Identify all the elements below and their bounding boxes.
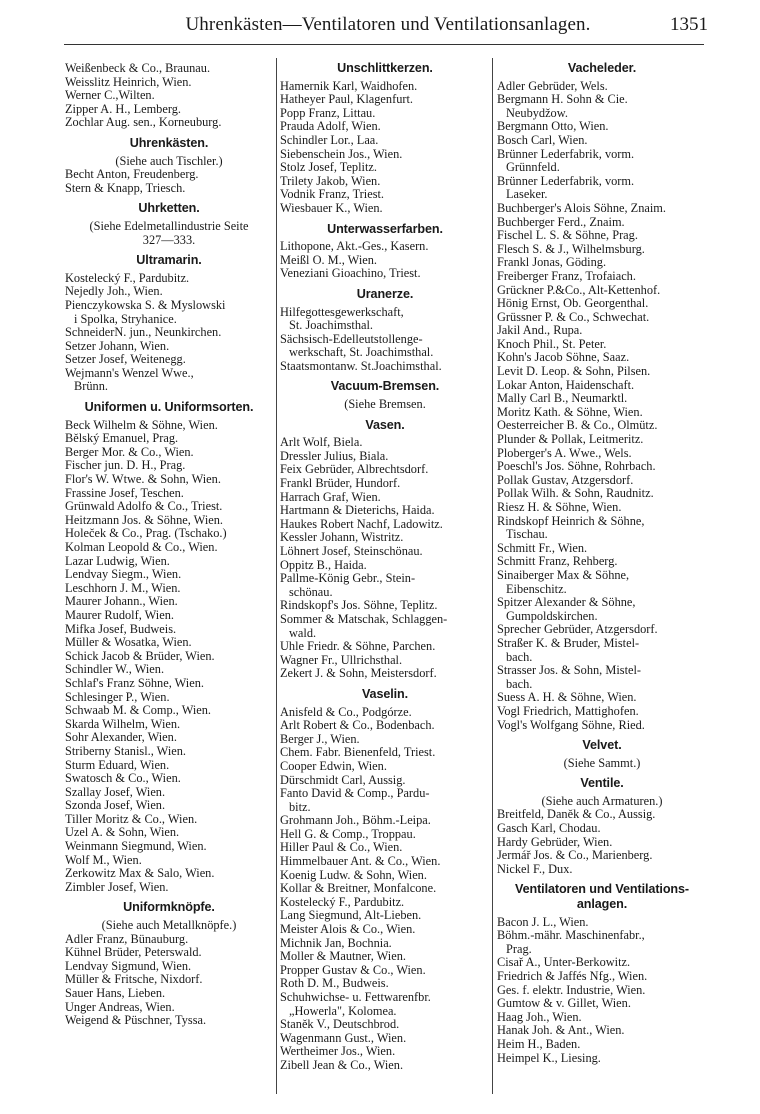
directory-entry: Meißl O. M., Wien.	[280, 252, 377, 267]
directory-entry: Schwaab M. & Comp., Wien.	[65, 703, 212, 718]
directory-entry: Kostelecký F., Pardubitz.	[65, 270, 190, 285]
directory-entry: Pollak Gustav, Atzgersdorf.	[497, 472, 634, 487]
directory-entry: Weinmann Siegmund, Wien.	[65, 839, 207, 854]
directory-entry: Schmitt Fr., Wien.	[497, 540, 588, 555]
entry-continuation: Tischau.	[506, 527, 548, 542]
directory-entry: Mifka Josef, Budweis.	[65, 621, 177, 636]
directory-entry: Bělský Emanuel, Prag.	[65, 431, 179, 446]
entry-continuation: bach.	[506, 649, 533, 664]
directory-entry: Dürschmidt Carl, Aussig.	[280, 772, 406, 787]
directory-entry: Hönig Ernst, Ob. Georgenthal.	[497, 296, 649, 311]
directory-entry: Hartmann & Dieterichs, Haida.	[280, 503, 435, 518]
directory-entry: Anisfeld & Co., Podgórze.	[280, 704, 412, 719]
directory-entry: Kolman Leopold & Co., Wien.	[65, 540, 218, 554]
section-heading: Vacheleder.	[567, 61, 637, 75]
entry-continuation: Neubydžow.	[506, 105, 568, 120]
column-divider	[492, 58, 493, 1094]
cross-reference-note: (Siehe Edelmetallindustrie Seite	[89, 218, 249, 233]
section-heading: Ventilatoren und Ventilations-	[514, 882, 690, 897]
directory-entry: Wertheimer Jos., Wien.	[280, 1044, 396, 1059]
directory-entry: Haukes Robert Nachf, Ladowitz.	[280, 516, 443, 531]
directory-entry: Maurer Rudolf, Wien.	[65, 607, 174, 622]
directory-entry: Maurer Johann., Wien.	[65, 594, 178, 609]
header-rule	[64, 44, 704, 45]
directory-entry: Vogl's Wolfgang Söhne, Ried.	[497, 717, 645, 732]
directory-entry: Wejmann's Wenzel Wwe.,	[65, 365, 194, 380]
directory-entry: Bosch Carl, Wien.	[497, 132, 588, 147]
directory-entry: Fischer jun. D. H., Prag.	[65, 458, 186, 473]
section-heading: Unterwasserfarben.	[327, 221, 443, 236]
directory-entry: Prauda Adolf, Wien.	[280, 119, 381, 134]
entry-continuation: Grünnfeld.	[506, 160, 560, 175]
directory-entry: Lazar Ludwig, Wien.	[65, 553, 170, 568]
directory-entry: SchneiderN. jun., Neunkirchen.	[65, 325, 222, 340]
directory-entry: Popp Franz, Littau.	[280, 105, 376, 120]
page-number: 1351	[670, 14, 708, 35]
directory-entry: Zerkowitz Max & Salo, Wien.	[65, 866, 215, 881]
directory-entry: Müller & Wosatka, Wien.	[65, 635, 192, 650]
column-divider	[276, 58, 277, 1094]
directory-entry: Dressler Julius, Biala.	[280, 448, 389, 463]
directory-entry: Plunder & Pollak, Leitmeritz.	[497, 432, 644, 447]
directory-entry: Hell G. & Comp., Troppau.	[280, 826, 416, 841]
directory-entry: Suess A. H. & Söhne, Wien.	[497, 690, 637, 705]
directory-entry: Heimpel K., Liesing.	[497, 1050, 601, 1065]
cross-reference-note: (Siehe auch Tischler.)	[115, 153, 223, 168]
directory-entry: Kühnel Brüder, Peterswald.	[65, 945, 202, 960]
section-heading: Vacuum-Bremsen.	[330, 379, 440, 394]
cross-reference-note: 327—333.	[142, 232, 196, 247]
directory-entry: Zekert J. & Sohn, Meistersdorf.	[280, 666, 437, 681]
directory-entry: Lithopone, Akt.-Ges., Kasern.	[280, 239, 429, 254]
directory-entry: Schmitt Franz, Rehberg.	[497, 554, 618, 569]
directory-entry: Striberny Stanisl., Wien.	[65, 743, 186, 758]
directory-entry: Tiller Moritz & Co., Wien.	[65, 811, 198, 826]
directory-entry: Weißenbeck & Co., Braunau.	[65, 61, 211, 75]
directory-entry: Siebenschein Jos., Wien.	[280, 146, 403, 161]
directory-entry: Szonda Josef, Wien.	[65, 798, 166, 813]
directory-entry: Hiller Paul & Co., Wien.	[280, 840, 403, 855]
section-heading: Uhrketten.	[138, 201, 200, 216]
section-heading: Uranerze.	[356, 286, 414, 301]
directory-entry: Grückner P.&Co., Alt-Kettenhof.	[497, 282, 661, 297]
directory-entry: Staatsmontanw. St.Joachimsthal.	[280, 358, 442, 373]
directory-entry: Rindskopf's Jos. Söhne, Teplitz.	[280, 598, 438, 613]
directory-entry: Weisslitz Heinrich, Wien.	[65, 74, 192, 89]
directory-entry: Lendvay Sigmund, Wien.	[65, 958, 192, 973]
column-middle	[280, 62, 490, 1073]
section-heading: Vasen.	[365, 417, 405, 432]
directory-entry: Grüssner P. & Co., Schwechat.	[497, 309, 650, 324]
section-heading: Vaselin.	[361, 686, 409, 701]
directory-entry: Böhm.-mähr. Maschinenfabr.,	[497, 928, 645, 943]
directory-entry: Kohn's Jacob Söhne, Saaz.	[497, 350, 630, 365]
directory-entry: Koenig Ludw. & Sohn, Wien.	[280, 867, 427, 882]
directory-entry: Jermář Jos. & Co., Marienberg.	[497, 848, 653, 863]
directory-entry: Propper Gustav & Co., Wien.	[280, 962, 426, 977]
directory-entry: Szallay Josef, Wien.	[65, 784, 166, 799]
directory-entry: Uzel A. & Sohn, Wien.	[65, 825, 180, 840]
directory-entry: Berger Mor. & Co., Wien.	[65, 444, 194, 459]
page-header	[68, 14, 708, 40]
directory-entry: Levit D. Leop. & Sohn, Pilsen.	[497, 364, 651, 379]
directory-entry: Staněk V., Deutschbrod.	[280, 1017, 400, 1032]
directory-entry: Schlaf's Franz Söhne, Wien.	[65, 675, 204, 690]
entry-continuation: Prag.	[506, 941, 532, 956]
directory-entry: Jakil And., Rupa.	[497, 323, 583, 338]
directory-entry: Hanak Joh. & Ant., Wien.	[497, 1023, 625, 1038]
directory-entry: Poeschl's Jos. Söhne, Rohrbach.	[497, 459, 656, 474]
directory-entry: Lendvay Siegm., Wien.	[65, 567, 182, 582]
entry-continuation: wald.	[289, 625, 317, 640]
directory-entry: Setzer Josef, Weitenegg.	[65, 352, 186, 367]
directory-entry: Sauer Hans, Lieben.	[65, 986, 166, 1000]
directory-entry: Berger J., Wien.	[280, 731, 360, 746]
directory-entry: Feix Gebrüder, Albrechtsdorf.	[280, 462, 429, 477]
entry-continuation: „Howerla", Kolomea.	[289, 1003, 397, 1018]
directory-entry: Gasch Karl, Chodau.	[497, 821, 601, 836]
cross-reference-note: (Siehe Sammt.)	[563, 755, 641, 770]
directory-entry: Kostelecký F., Pardubitz.	[280, 894, 405, 909]
directory-entry: Brünner Lederfabrik, vorm.	[497, 173, 635, 188]
directory-entry: Hilfegottesgewerkschaft,	[280, 304, 404, 319]
directory-entry: Cisař A., Unter-Berkowitz.	[497, 955, 631, 970]
directory-entry: Fischel L. S. & Söhne, Prag.	[497, 228, 638, 243]
directory-entry: Zochlar Aug. sen., Korneuburg.	[65, 115, 222, 130]
directory-entry: Breitfeld, Daněk & Co., Aussig.	[497, 807, 656, 822]
directory-entry: Grünwald Adolfo & Co., Triest.	[65, 499, 223, 514]
section-heading: Uniformknöpfe.	[123, 900, 215, 915]
page-title: Uhrenkästen—Ventilatoren und Ventilationsanlagen.	[185, 14, 591, 35]
directory-entry: Unger Andreas, Wien.	[65, 999, 175, 1014]
column-right	[497, 62, 707, 1065]
column-left	[65, 62, 273, 1028]
directory-entry: Friedrich & Jaffés Nfg., Wien.	[497, 969, 648, 983]
directory-entry: Sprecher Gebrüder, Atzgersdorf.	[497, 622, 658, 637]
section-heading: Ultramarin.	[136, 253, 202, 268]
directory-entry: Vodnik Franz, Triest.	[280, 187, 385, 202]
cross-reference-note: (Siehe auch Metallknöpfe.)	[101, 918, 237, 933]
directory-entry: Frankl Brüder, Hundorf.	[280, 476, 401, 491]
directory-entry: Ploberger's A. Wwe., Wels.	[497, 445, 632, 460]
directory-entry: Wagner Fr., Ullrichsthal.	[280, 652, 403, 667]
directory-entry: Beck Wilhelm & Söhne, Wien.	[65, 417, 218, 432]
directory-entry: Veneziani Gioachino, Triest.	[280, 266, 421, 281]
directory-entry: Rindskopf Heinrich & Söhne,	[497, 513, 645, 528]
directory-entry: Bacon J. L., Wien.	[497, 914, 589, 929]
directory-entry: Moller & Mautner, Wien.	[280, 949, 406, 964]
directory-entry: Meister Alois & Co., Wien.	[280, 922, 416, 937]
directory-entry: Leschhorn J. M., Wien.	[65, 580, 181, 595]
directory-entry: Spitzer Alexander & Söhne,	[497, 595, 636, 610]
directory-entry: Gumtow & v. Gillet, Wien.	[497, 996, 631, 1011]
entry-continuation: bach.	[506, 676, 533, 691]
directory-entry: Buchberger Ferd., Znaim.	[497, 214, 625, 229]
directory-entry: Pallme-König Gebr., Stein-	[280, 571, 416, 586]
directory-entry: Frankl Jonas, Göding.	[497, 255, 607, 270]
directory-entry: Sohr Alexander, Wien.	[65, 730, 177, 745]
directory-entry: Flor's W. Wtwe. & Sohn, Wien.	[65, 472, 221, 487]
directory-entry: Zipper A. H., Lemberg.	[65, 101, 181, 116]
directory-entry: Knoch Phil., St. Peter.	[497, 336, 607, 351]
directory-entry: Flesch S. & J., Wilhelmsburg.	[497, 241, 645, 256]
entry-continuation: werkschaft, St. Joachimsthal.	[289, 345, 434, 360]
directory-entry: Holeček & Co., Prag. (Tschako.)	[65, 526, 227, 541]
directory-entry: Hamernik Karl, Waidhofen.	[280, 78, 418, 93]
directory-entry: Adler Franz, Bünauburg.	[65, 931, 189, 946]
directory-entry: Schuhwichse- u. Fettwarenfbr.	[280, 990, 431, 1004]
entry-continuation: Brünn.	[74, 379, 108, 394]
directory-entry: Bergmann Otto, Wien.	[497, 119, 609, 134]
directory-entry: Sommer & Matschak, Schlaggen-	[280, 611, 448, 626]
directory-entry: Lokar Anton, Haidenschaft.	[497, 377, 635, 392]
directory-entry: Harrach Graf, Wien.	[280, 489, 381, 504]
directory-entry: Vogl Friedrich, Mattighofen.	[497, 703, 639, 718]
directory-entry: Fanto David & Comp., Pardu-	[280, 786, 430, 801]
directory-entry: Swatosch & Co., Wien.	[65, 771, 181, 786]
directory-entry: Grohmann Joh., Böhm.-Leipa.	[280, 813, 431, 828]
directory-entry: Freiberger Franz, Trofaiach.	[497, 268, 636, 283]
directory-entry: Skarda Wilhelm, Wien.	[65, 716, 181, 731]
directory-entry: Pienczykowska S. & Myslowski	[65, 297, 226, 312]
directory-entry: Müller & Fritsche, Nixdorf.	[65, 972, 203, 987]
directory-entry: Himmelbauer Ant. & Co., Wien.	[280, 854, 441, 869]
directory-entry: Mally Carl B., Neumarktl.	[497, 391, 628, 406]
entry-continuation: bitz.	[289, 799, 311, 814]
entry-continuation: Gumpoldskirchen.	[506, 608, 598, 623]
section-heading: anlagen.	[576, 897, 628, 912]
directory-entry: Stern & Knapp, Triesch.	[65, 180, 186, 195]
directory-entry: Buchberger's Alois Söhne, Znaim.	[497, 200, 666, 215]
directory-entry: Oesterreicher B. & Co., Olmütz.	[497, 418, 658, 433]
directory-entry: Schick Jacob & Brüder, Wien.	[65, 648, 215, 663]
entry-continuation: schönau.	[289, 584, 333, 599]
directory-entry: Stolz Josef, Teplitz.	[280, 160, 377, 175]
directory-entry: Schindler W., Wien.	[65, 662, 165, 677]
directory-entry: Hatheyer Paul, Klagenfurt.	[280, 92, 413, 107]
directory-entry: Frassine Josef, Teschen.	[65, 485, 184, 500]
entry-continuation: Eibenschitz.	[506, 581, 567, 596]
entry-continuation: i Spolka, Stryhanice.	[74, 311, 177, 326]
directory-entry: Roth D. M., Budweis.	[280, 976, 389, 991]
directory-entry: Sinaiberger Max & Söhne,	[497, 567, 630, 582]
directory-entry: Becht Anton, Freudenberg.	[65, 167, 199, 182]
directory-entry: Hardy Gebrüder, Wien.	[497, 834, 613, 849]
directory-entry: Ges. f. elektr. Industrie, Wien.	[497, 982, 646, 997]
entry-continuation: Laseker.	[506, 187, 548, 202]
directory-entry: Schindler Lor., Laa.	[280, 132, 379, 147]
directory-entry: Chem. Fabr. Bienenfeld, Triest.	[280, 745, 436, 760]
directory-entry: Setzer Johann, Wien.	[65, 338, 170, 353]
directory-entry: Trilety Jakob, Wien.	[280, 173, 381, 188]
directory-entry: Zimbler Josef, Wien.	[65, 879, 169, 894]
directory-entry: Heim H., Baden.	[497, 1036, 581, 1051]
directory-entry: Straßer K. & Bruder, Mistel-	[497, 635, 640, 650]
directory-entry: Sächsisch-Edelleutstollenge-	[280, 331, 423, 346]
directory-entry: Arlt Wolf, Biela.	[280, 435, 363, 450]
directory-entry: Uhle Friedr. & Söhne, Parchen.	[280, 639, 436, 654]
directory-entry: Arlt Robert & Co., Bodenbach.	[280, 718, 435, 733]
directory-entry: Weigend & Püschner, Tyssa.	[65, 1013, 207, 1028]
directory-entry: Kollar & Breitner, Monfalcone.	[280, 881, 437, 896]
directory-entry: Cooper Edwin, Wien.	[280, 758, 387, 773]
section-heading: Unschlittkerzen.	[337, 61, 433, 75]
section-heading: Uhrenkästen.	[129, 135, 209, 150]
directory-entry: Wolf M., Wien.	[65, 852, 142, 867]
cross-reference-note: (Siehe Bremsen.	[344, 397, 426, 412]
directory-entry: Heitzmann Jos. & Söhne, Wien.	[65, 512, 224, 527]
section-heading: Ventile.	[580, 776, 624, 791]
directory-entry: Nejedly Joh., Wien.	[65, 284, 163, 299]
directory-entry: Lang Siegmund, Alt-Lieben.	[280, 908, 422, 923]
directory-entry: Moritz Kath. & Söhne, Wien.	[497, 404, 643, 419]
directory-entry: Wiesbauer K., Wien.	[280, 200, 383, 215]
directory-entry: Strasser Jos. & Sohn, Mistel-	[497, 663, 642, 678]
cross-reference-note: (Siehe auch Armaturen.)	[541, 793, 663, 808]
directory-entry: Nickel F., Dux.	[497, 861, 573, 876]
directory-entry: Wagenmann Gust., Wien.	[280, 1030, 407, 1045]
directory-entry: Riesz H. & Söhne, Wien.	[497, 500, 622, 514]
directory-entry: Werner C.,Wilten.	[65, 88, 155, 103]
directory-entry: Löhnert Josef, Steinschönau.	[280, 544, 423, 558]
directory-entry: Sturm Eduard, Wien.	[65, 757, 170, 772]
directory-entry: Pollak Wilh. & Sohn, Raudnitz.	[497, 486, 654, 501]
section-heading: Uniformen u. Uniformsorten.	[84, 400, 254, 415]
directory-entry: Michnik Jan, Bochnia.	[280, 935, 392, 950]
directory-entry: Haag Joh., Wien.	[497, 1009, 582, 1024]
directory-entry: Oppitz B., Haida.	[280, 557, 367, 572]
directory-entry: Adler Gebrüder, Wels.	[497, 78, 608, 93]
directory-entry: Brünner Lederfabrik, vorm.	[497, 146, 635, 161]
directory-entry: Schlesinger P., Wien.	[65, 689, 170, 704]
entry-continuation: St. Joachimsthal.	[289, 318, 374, 333]
section-heading: Velvet.	[582, 738, 622, 753]
directory-entry: Zibell Jean & Co., Wien.	[280, 1057, 404, 1072]
directory-entry: Kessler Johann, Wistritz.	[280, 530, 404, 545]
directory-entry: Bergmann H. Sohn & Cie.	[497, 92, 628, 107]
